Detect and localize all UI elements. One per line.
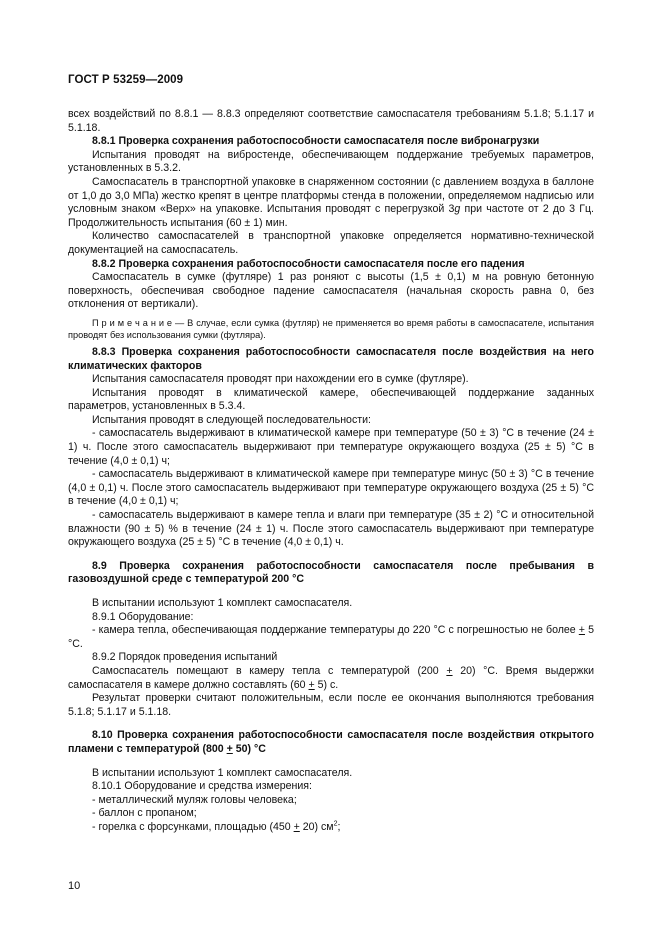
paragraph: Результат проверки считают положительным, если после ее окончания выполняются требования 5.1.8; 5.1.17 и 5.1.18.	[68, 692, 594, 718]
note: П р и м е ч а н и е — В случае, если сумка (футляр) не применяется во время работы в самоспасателе, испытания проводят без использования сумки (футляра).	[68, 317, 594, 340]
list-item: - самоспасатель выдерживают в камере тепла и влаги при температуре (35 ± 2) °С и относительной влажности (90 ± 5) % в течение (24 ± 1) ч. После этого самоспасатель выдерживают при температуре окружающего воздуха (25 ± 5) °С в течение (4,0 ± 0,1) ч.	[68, 509, 594, 549]
paragraph: Количество самоспасателей в транспортной упаковке определяется нормативно-технической документацией на самоспасатель.	[68, 230, 594, 256]
paragraph: Испытания проводят в следующей последовательности:	[92, 413, 371, 426]
paragraph: всех воздействий по 8.8.1 — 8.8.3 определяют соответствие самоспасателя требованиям 5.1.8; 5.1.17 и 5.1.18.	[68, 108, 594, 134]
spacer	[68, 719, 594, 729]
paragraph: 8.10.1 Оборудование и средства измерения:	[92, 780, 312, 793]
paragraph: Испытания проводят на вибростенде, обеспечивающем поддержание требуемых параметров, установленных в 5.3.2.	[68, 148, 594, 175]
document-body	[68, 108, 594, 835]
paragraph: 8.9.2 Порядок проведения испытаний	[92, 651, 278, 664]
paragraph: Испытания проводят в климатической камере, обеспечивающей поддержание заданных параметров, установленных в 5.3.4.	[68, 386, 594, 413]
paragraph: В испытании используют 1 комплект самоспасателя.	[92, 597, 353, 609]
paragraph: 8.9.1 Оборудование:	[92, 610, 194, 623]
spacer	[68, 757, 594, 767]
paragraph: Самоспасатель в транспортной упаковке в снаряженном состоянии (с давлением воздуха в баллоне от 1,0 до 3,0 МПа) жестко крепят в центре платформы стенда в положении, определяемом надписью или условным знаком «Верх» на упаковке. Испытания проводят с перегрузкой 3g при частоте от 2 до 3 Гц. Продолжительность испытания (60 ± 1) мин.	[68, 175, 594, 229]
paragraph: В испытании используют 1 комплект самоспасателя.	[92, 766, 353, 779]
list-item: - самоспасатель выдерживают в климатической камере при температуре (50 ± 3) °С в течение (24 ± 1) ч. После этого самоспасатель выдерживают при температуре окружающего воздуха (25 ± 5) °С в течение (4,0 ± 0,1) ч;	[68, 427, 594, 467]
note-label: П р и м е ч а н и е	[92, 317, 173, 328]
list-item: - металлический муляж головы человека;	[92, 793, 297, 806]
spacer	[68, 587, 594, 597]
section-heading-8-9: 8.9 Проверка сохранения работоспособности самоспасателя после пребывания в газовоздушной среде с температурой 200 °С	[68, 559, 594, 586]
spacer	[68, 550, 594, 560]
paragraph: Самоспасатель помещают в камеру тепла с температурой (200 + 20) °С. Время выдержки самоспасателя в камере должно составлять (60 + 5) с.	[68, 664, 594, 691]
section-heading-8-8-1: 8.8.1 Проверка сохранения работоспособности самоспасателя после вибронагрузки	[92, 135, 540, 148]
list-item: - самоспасатель выдерживают в климатической камере при температуре минус (50 ± 3) °С в течение (4,0 ± 0,1) ч. После этого самоспасатель выдерживают при температуре окружающего воздуха (25 ± 5) °С в течение (4,0 ± 0,1) ч;	[68, 468, 594, 508]
paragraph: Испытания самоспасателя проводят при нахождении его в сумке (футляре).	[92, 373, 469, 386]
document-header: ГОСТ Р 53259—2009	[68, 74, 184, 86]
page-number: 10	[68, 880, 81, 892]
section-heading-8-8-3: 8.8.3 Проверка сохранения работоспособности самоспасателя после воздействия на него климатических факторов	[68, 345, 594, 372]
paragraph: Самоспасатель в сумке (футляре) 1 раз роняют с высоты (1,5 ± 0,1) м на ровную бетонную поверхность, обеспечивая свободное падение самоспасателя (начальная скорость равна 0, без отклонения от вертикали).	[68, 271, 594, 311]
section-heading-8-10: 8.10 Проверка сохранения работоспособности самоспасателя после воздействия открытого пламени с температурой (800 + 50) °С	[68, 729, 594, 755]
list-item: - камера тепла, обеспечивающая поддержание температуры до 220 °С с погрешностью не более + 5 °С.	[68, 624, 594, 650]
section-heading-8-8-2: 8.8.2 Проверка сохранения работоспособности самоспасателя после его падения	[92, 257, 525, 270]
list-item: - горелка с форсунками, площадью (450 + 20) $см^2$;	[92, 820, 341, 833]
list-item: - баллон с пропаном;	[92, 807, 197, 820]
